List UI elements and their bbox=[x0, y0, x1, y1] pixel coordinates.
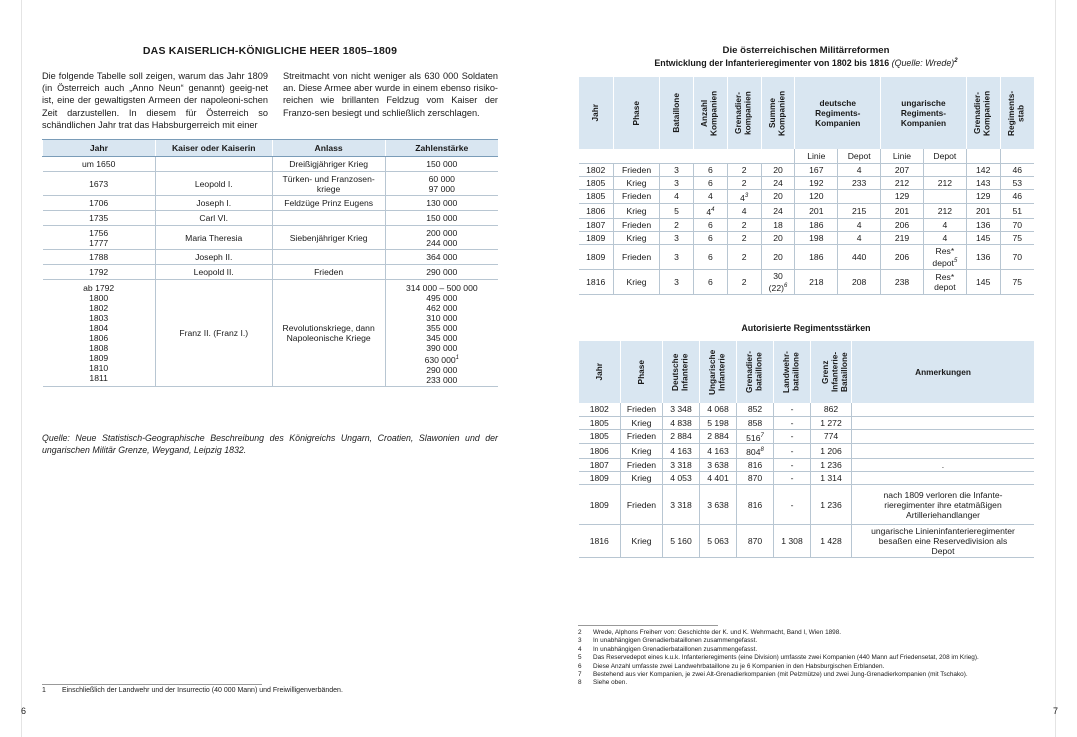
authorized-strengths-table bbox=[578, 341, 1034, 558]
cell-zahl: 290 000 bbox=[385, 265, 498, 280]
table-cell: Frieden bbox=[613, 245, 659, 270]
table-cell: 816 bbox=[737, 485, 774, 525]
table-cell: 3 bbox=[660, 176, 694, 189]
header-deutsche-infanterie: Deutsche Infanterie bbox=[663, 341, 700, 403]
table-cell: 2 bbox=[727, 176, 761, 189]
footnote-number: 8 bbox=[578, 679, 582, 687]
table-cell: 167 bbox=[795, 163, 838, 176]
table-cell: 5 160 bbox=[663, 525, 700, 558]
table-cell: 4 838 bbox=[663, 416, 700, 429]
table-cell: - bbox=[774, 416, 811, 429]
page-title: DAS KAISERLICH-KÖNIGLICHE HEER 1805–1809 bbox=[142, 45, 398, 57]
table-cell: - bbox=[774, 459, 811, 472]
table-cell bbox=[852, 429, 1035, 444]
footnote bbox=[42, 687, 343, 694]
cell-kaiser: Franz II. (Franz I.) bbox=[155, 280, 272, 387]
table-cell: 2 884 bbox=[663, 429, 700, 444]
table-cell: 1809 bbox=[579, 232, 614, 245]
cell-kaiser: Maria Theresia bbox=[155, 226, 272, 250]
cell-anlass bbox=[272, 250, 385, 265]
table-cell: 1809 bbox=[579, 485, 621, 525]
table-row bbox=[579, 232, 1035, 245]
header-deutsche: deutsche Regiments-Kompanien bbox=[795, 77, 881, 149]
table-row bbox=[579, 472, 1035, 485]
header-grenadier: Grenadier-Kompanien bbox=[966, 77, 1000, 149]
table-cell bbox=[838, 189, 881, 204]
table-cell: Krieg bbox=[613, 270, 659, 295]
table-cell: 1806 bbox=[579, 444, 621, 459]
table-cell: Frieden bbox=[613, 189, 659, 204]
table-cell: 2 884 bbox=[700, 429, 737, 444]
table-cell: 1807 bbox=[579, 459, 621, 472]
table-cell: 870 bbox=[737, 525, 774, 558]
reforms-subtitle bbox=[578, 58, 1034, 68]
reforms-title: Die österreichischen Militärreformen bbox=[722, 45, 890, 56]
table-cell: 2 bbox=[727, 245, 761, 270]
cell-anlass: Frieden bbox=[272, 265, 385, 280]
table-cell: 2 bbox=[727, 270, 761, 295]
infantry-regiments-table bbox=[578, 77, 1034, 295]
table-cell: 120 bbox=[795, 189, 838, 204]
cell-anlass: Türken- und Franzosen- kriege bbox=[272, 172, 385, 196]
cell-anlass bbox=[272, 211, 385, 226]
table-cell: 2 bbox=[727, 163, 761, 176]
table-cell: 238 bbox=[881, 270, 924, 295]
table-cell: 4 bbox=[660, 189, 694, 204]
table-cell: 206 bbox=[881, 219, 924, 232]
footnote-text: Einschließlich der Landwehr und der Insurrectio (40 000 Mann) und Freiwilligenverbänden. bbox=[61, 687, 343, 694]
table-cell: 1 206 bbox=[811, 444, 852, 459]
table-row bbox=[43, 196, 499, 211]
table-cell: 6 bbox=[693, 163, 727, 176]
header-summe-kompanien: Summe Kompanien bbox=[761, 77, 795, 149]
header-jahr: Jahr bbox=[579, 341, 621, 403]
footnote-rule bbox=[578, 625, 718, 626]
cell-kaiser: Joseph I. bbox=[155, 196, 272, 211]
table-cell: 206 bbox=[881, 245, 924, 270]
table-cell: 2 bbox=[727, 219, 761, 232]
table-cell: 143 bbox=[966, 176, 1000, 189]
header-jahr: Jahr bbox=[43, 140, 156, 157]
table-cell: 4 163 bbox=[700, 444, 737, 459]
table-row bbox=[579, 525, 1035, 558]
table-cell: 5 bbox=[660, 204, 694, 219]
cell-jahr: 1792 bbox=[43, 265, 156, 280]
footnote-number: 3 bbox=[578, 637, 582, 645]
table-cell: 186 bbox=[795, 245, 838, 270]
page-edge-line bbox=[1053, 0, 1059, 737]
table-header-row bbox=[43, 140, 499, 157]
cell-kaiser: Leopold II. bbox=[155, 265, 272, 280]
table-cell: 816 bbox=[737, 459, 774, 472]
footnote bbox=[578, 646, 1038, 654]
table-cell: 3 bbox=[660, 245, 694, 270]
table-cell: 129 bbox=[966, 189, 1000, 204]
footnote bbox=[578, 671, 1038, 679]
table-cell: . bbox=[852, 459, 1035, 472]
table-cell: 51 bbox=[1000, 204, 1034, 219]
cell-zahl: 364 000 bbox=[385, 250, 498, 265]
table-cell: 5 198 bbox=[700, 416, 737, 429]
table-cell: 136 bbox=[966, 219, 1000, 232]
header-anzahl-kompanien: Anzahl Kompanien bbox=[693, 77, 727, 149]
table-row bbox=[579, 429, 1035, 444]
table-cell: 3 318 bbox=[663, 459, 700, 472]
intro-text-col2: Streitmacht von nicht weniger als 630 000 Soldaten an. Diese Armee aber wurde in einem ebenso risiko-reichen wie brillanten Feldzug vom Kaiser der Franzo-sen besiegt und schließlich zerschlagen. bbox=[283, 71, 498, 118]
table-cell: 4 bbox=[923, 232, 966, 245]
table-cell: ungarische Linieninfanterieregimenter besaßen eine Reservedivision als Depot bbox=[852, 525, 1035, 558]
table-cell: 2 bbox=[727, 232, 761, 245]
table-cell: 2 bbox=[660, 219, 694, 232]
table-row bbox=[43, 226, 499, 250]
header-ungarische: ungarische Regiments-Kompanien bbox=[881, 77, 967, 149]
table-cell: 4 401 bbox=[700, 472, 737, 485]
header-anmerkungen: Anmerkungen bbox=[852, 341, 1035, 403]
subtitle-source: (Quelle: Wrede) bbox=[891, 58, 955, 68]
table-cell: 70 bbox=[1000, 219, 1034, 232]
footnote-number: 6 bbox=[578, 662, 582, 670]
army-strength-table bbox=[42, 139, 498, 387]
sub-deutsch-depot: Depot bbox=[838, 149, 881, 163]
footnote-rule bbox=[42, 684, 262, 685]
table-cell: 208 bbox=[838, 270, 881, 295]
footnote-text: In unabhängigen Grenadierbataillonen zusammengefasst. bbox=[593, 637, 758, 645]
table-cell: 20 bbox=[761, 163, 795, 176]
table-cell: 3 bbox=[660, 163, 694, 176]
table-cell: 24 bbox=[761, 176, 795, 189]
table-cell: Frieden bbox=[621, 403, 663, 416]
table-cell: 1 314 bbox=[811, 472, 852, 485]
header-kaiser: Kaiser oder Kaiserin bbox=[155, 140, 272, 157]
table-cell: $804^8$ bbox=[737, 444, 774, 459]
header-ungarische-infanterie: Ungarische Infanterie bbox=[700, 341, 737, 403]
table-cell: 218 bbox=[795, 270, 838, 295]
table-cell: $4^4$ bbox=[693, 204, 727, 219]
table-cell: 3 638 bbox=[700, 459, 737, 472]
intro-text-col1: Die folgende Tabelle soll zeigen, warum das Jahr 1809 (in Österreich auch „Anno Neun“ genannt) geeig-net ist, eine der gewaltigsten Armeen der napoleoni-schen Zeit darzustellen. In diesem für Österreich so schändlichen Jahr trat das Habsburgerreich mit einer bbox=[42, 71, 268, 130]
table-row bbox=[579, 270, 1035, 295]
table-cell: 145 bbox=[966, 270, 1000, 295]
table-cell: Krieg bbox=[621, 525, 663, 558]
table-cell: Frieden bbox=[621, 485, 663, 525]
table-cell: Frieden bbox=[613, 163, 659, 176]
table-cell: 1809 bbox=[579, 245, 614, 270]
table-cell: 53 bbox=[1000, 176, 1034, 189]
table-row bbox=[579, 189, 1035, 204]
table-cell: 207 bbox=[881, 163, 924, 176]
table-cell: 219 bbox=[881, 232, 924, 245]
table-row bbox=[579, 245, 1035, 270]
table-cell: Krieg bbox=[621, 416, 663, 429]
header-landwehrbataillone: Landwehr-bataillone bbox=[774, 341, 811, 403]
table-cell: 75 bbox=[1000, 270, 1034, 295]
cell-kaiser bbox=[155, 157, 272, 172]
footnote bbox=[578, 663, 1038, 671]
cell-jahr: 1706 bbox=[43, 196, 156, 211]
table-cell: 1805 bbox=[579, 429, 621, 444]
footnote-number: 4 bbox=[578, 645, 582, 653]
table-cell: 3 318 bbox=[663, 485, 700, 525]
table-cell: 24 bbox=[761, 204, 795, 219]
table-cell: 18 bbox=[761, 219, 795, 232]
table-cell: - bbox=[774, 444, 811, 459]
table-cell: 1805 bbox=[579, 189, 614, 204]
table-cell: 3 638 bbox=[700, 485, 737, 525]
footnote bbox=[578, 637, 1038, 645]
table-cell: 142 bbox=[966, 163, 1000, 176]
subtitle-note: 2 bbox=[954, 58, 958, 65]
table-cell: 212 bbox=[881, 176, 924, 189]
table-cell: 1802 bbox=[579, 403, 621, 416]
table-cell: Res* depot$^5$ bbox=[923, 245, 966, 270]
header-grenz-infanterie: Grenz Infanterie-Bataillone bbox=[811, 341, 852, 403]
table-cell: Krieg bbox=[621, 472, 663, 485]
table-cell: 4 bbox=[838, 163, 881, 176]
cell-anlass: Revolutionskriege, dann Napoleonische Kriege bbox=[272, 280, 385, 387]
cell-zahl: 150 000 bbox=[385, 157, 498, 172]
authorized-strengths-title: Autorisierte Regimentsstärken bbox=[741, 323, 871, 333]
table-cell: 852 bbox=[737, 403, 774, 416]
table-cell: 201 bbox=[795, 204, 838, 219]
table-cell bbox=[852, 472, 1035, 485]
table-cell: 129 bbox=[881, 189, 924, 204]
table-cell bbox=[923, 163, 966, 176]
cell-anlass: Siebenjähriger Krieg bbox=[272, 226, 385, 250]
header-phase: Phase bbox=[621, 341, 663, 403]
table-row bbox=[43, 250, 499, 265]
cell-jahr: 1788 bbox=[43, 250, 156, 265]
left-page bbox=[0, 0, 538, 737]
cell-zahl: 314 000 – 500 000 495 000 462 000 310 000 355 000 345 000 390 000 630 $000^1$ 290 000 233 000 bbox=[385, 280, 498, 387]
table-cell: 201 bbox=[881, 204, 924, 219]
table-cell: - bbox=[774, 429, 811, 444]
table-cell: Res* depot bbox=[923, 270, 966, 295]
table-row bbox=[43, 280, 499, 387]
table-cell: Frieden bbox=[621, 429, 663, 444]
footnote-number: 5 bbox=[578, 654, 582, 662]
table-cell: 440 bbox=[838, 245, 881, 270]
cell-zahl: 200 000 244 000 bbox=[385, 226, 498, 250]
table-cell: 774 bbox=[811, 429, 852, 444]
table-row bbox=[579, 485, 1035, 525]
table-cell: $516^7$ bbox=[737, 429, 774, 444]
table-cell: 858 bbox=[737, 416, 774, 429]
table-cell: 1809 bbox=[579, 472, 621, 485]
table-row bbox=[579, 459, 1035, 472]
table-cell: Krieg bbox=[621, 444, 663, 459]
table-cell: 20 bbox=[761, 232, 795, 245]
table-row bbox=[579, 416, 1035, 429]
footnote-text: Das Reservedepot eines k.u.k. Infanterieregiments (eine Division) umfasste zwei Kompanien (440 Mann auf Friedensetat, 208 im Krieg). bbox=[593, 654, 979, 662]
table-cell: 20 bbox=[761, 245, 795, 270]
table-cell: 6 bbox=[693, 176, 727, 189]
table-cell: 201 bbox=[966, 204, 1000, 219]
table-cell: 4 053 bbox=[663, 472, 700, 485]
table-cell: 215 bbox=[838, 204, 881, 219]
table-cell: 6 bbox=[693, 219, 727, 232]
cell-anlass: Dreißigjähriger Krieg bbox=[272, 157, 385, 172]
page-number-right: 7 bbox=[1053, 706, 1059, 716]
table-cell: 1 236 bbox=[811, 459, 852, 472]
sub-ungar-depot: Depot bbox=[923, 149, 966, 163]
table-cell: 186 bbox=[795, 219, 838, 232]
cell-jahr: 1756 1777 bbox=[43, 226, 156, 250]
source-note: Quelle: Neue Statistisch-Geographische Beschreibung des Königreichs Ungarn, Croatien, Slawonien und der ungarischen Militär Grenze, Weygand, Leipzig 1832. bbox=[42, 433, 498, 455]
footnote bbox=[578, 679, 1038, 687]
table-cell: Frieden bbox=[621, 459, 663, 472]
table-cell: 1 272 bbox=[811, 416, 852, 429]
table-cell: 6 bbox=[693, 245, 727, 270]
table-cell: 192 bbox=[795, 176, 838, 189]
table-cell bbox=[852, 444, 1035, 459]
table-cell: 198 bbox=[795, 232, 838, 245]
table-row bbox=[43, 172, 499, 196]
table-cell: 1802 bbox=[579, 163, 614, 176]
table-row bbox=[579, 403, 1035, 416]
cell-zahl: 130 000 bbox=[385, 196, 498, 211]
footnote-text: Diese Anzahl umfasste zwei Landwehrbataillone zu je 6 Kompanien in den Habsburgischen Erblanden. bbox=[593, 662, 885, 670]
cell-jahr: 1673 bbox=[43, 172, 156, 196]
table-cell: 1806 bbox=[579, 204, 614, 219]
table-cell: 6 bbox=[693, 232, 727, 245]
table-cell: 1 428 bbox=[811, 525, 852, 558]
table-cell: Krieg bbox=[613, 176, 659, 189]
sub-ungar-linie: Linie bbox=[881, 149, 924, 163]
table-cell: 75 bbox=[1000, 232, 1034, 245]
footnote-number: 7 bbox=[578, 671, 582, 679]
table-cell: 862 bbox=[811, 403, 852, 416]
table-header-row bbox=[579, 341, 1035, 403]
table-cell: - bbox=[774, 472, 811, 485]
table-cell bbox=[852, 403, 1035, 416]
table-cell: 70 bbox=[1000, 245, 1034, 270]
table-cell: 1 308 bbox=[774, 525, 811, 558]
header-zahlenstaerke: Zahlenstärke bbox=[385, 140, 498, 157]
header-anlass: Anlass bbox=[272, 140, 385, 157]
table-cell: 4 bbox=[727, 204, 761, 219]
table-cell: 4 068 bbox=[700, 403, 737, 416]
table-cell: 1807 bbox=[579, 219, 614, 232]
table-cell: 233 bbox=[838, 176, 881, 189]
footnote bbox=[578, 629, 1038, 637]
table-cell: 3 348 bbox=[663, 403, 700, 416]
table-cell: 46 bbox=[1000, 189, 1034, 204]
table-cell: 4 bbox=[838, 232, 881, 245]
page-number: 6 bbox=[21, 706, 27, 716]
table-row bbox=[43, 157, 499, 172]
footnote-text: Siehe oben. bbox=[593, 679, 628, 687]
cell-jahr: ab 1792 1800 1802 1803 1804 1806 1808 1809 1810 1811 bbox=[43, 280, 156, 387]
table-cell: 870 bbox=[737, 472, 774, 485]
cell-jahr: um 1650 bbox=[43, 157, 156, 172]
table-cell: 1816 bbox=[579, 525, 621, 558]
table-row bbox=[579, 176, 1035, 189]
table-cell: 1805 bbox=[579, 416, 621, 429]
footnote bbox=[578, 654, 1038, 662]
table-cell: Krieg bbox=[613, 204, 659, 219]
table-cell: - bbox=[774, 485, 811, 525]
table-row bbox=[579, 204, 1035, 219]
table-cell: 1816 bbox=[579, 270, 614, 295]
table-row bbox=[579, 163, 1035, 176]
table-cell: 3 bbox=[660, 232, 694, 245]
table-cell: 145 bbox=[966, 232, 1000, 245]
cell-kaiser: Carl VI. bbox=[155, 211, 272, 226]
table-cell: 212 bbox=[923, 204, 966, 219]
header-regimentsstab: Regiments-stab bbox=[1000, 77, 1034, 149]
table-cell: 4 bbox=[838, 219, 881, 232]
table-cell: nach 1809 verloren die Infante-rieregimenter ihre etatmäßigen Artilleriehandlanger bbox=[852, 485, 1035, 525]
footnote-ref: 1 bbox=[455, 355, 459, 361]
footnote-number: 2 bbox=[578, 629, 582, 636]
table-cell: 1 236 bbox=[811, 485, 852, 525]
footnote-text: Wrede, Alphons Freiherr von: Geschichte der K. und K. Wehrmacht, Band I, Wien 1898. bbox=[593, 629, 842, 636]
table-cell: 4 bbox=[923, 219, 966, 232]
cell-zahl: 150 000 bbox=[385, 211, 498, 226]
cell-jahr: 1735 bbox=[43, 211, 156, 226]
table-cell: 46 bbox=[1000, 163, 1034, 176]
cell-anlass: Feldzüge Prinz Eugens bbox=[272, 196, 385, 211]
sub-deutsch-linie: Linie bbox=[795, 149, 838, 163]
table-cell: 212 bbox=[923, 176, 966, 189]
cell-kaiser: Leopold I. bbox=[155, 172, 272, 196]
table-cell: 5 063 bbox=[700, 525, 737, 558]
table-row bbox=[43, 265, 499, 280]
table-cell bbox=[923, 189, 966, 204]
table-row bbox=[579, 219, 1035, 232]
header-bataillone: Bataillone bbox=[660, 77, 694, 149]
table-subheader-row bbox=[579, 149, 1035, 163]
table-cell: 136 bbox=[966, 245, 1000, 270]
table-row bbox=[579, 444, 1035, 459]
table-cell: 1805 bbox=[579, 176, 614, 189]
table-cell: 4 163 bbox=[663, 444, 700, 459]
subtitle-text: Entwicklung der Infanterieregimenter von 1802 bis 1816 bbox=[654, 58, 890, 68]
table-cell: $4^3$ bbox=[727, 189, 761, 204]
table-cell: Frieden bbox=[613, 219, 659, 232]
table-cell: 20 bbox=[761, 189, 795, 204]
table-header-row bbox=[579, 77, 1035, 149]
cell-kaiser: Joseph II. bbox=[155, 250, 272, 265]
footnotes bbox=[578, 629, 1038, 688]
page-edge-line bbox=[21, 0, 22, 737]
footnote-number: 1 bbox=[42, 687, 46, 694]
header-jahr: Jahr bbox=[579, 77, 614, 149]
footnote-text: In unabhängigen Grenadierbataillonen zusammengefasst. bbox=[593, 645, 758, 653]
footnote-text: Bestehend aus vier Kompanien, je zwei Alt-Grenadierkompanien (mit Pelzmütze) und zwei Jung-Grenadierkompanien (mit Tschako). bbox=[593, 671, 968, 679]
table-cell: 6 bbox=[693, 270, 727, 295]
cell-zahl: 60 000 97 000 bbox=[385, 172, 498, 196]
header-grenadierbataillone: Grenadier-bataillone bbox=[737, 341, 774, 403]
table-cell bbox=[852, 416, 1035, 429]
table-cell: - bbox=[774, 403, 811, 416]
table-cell: 30 $(22)^6$ bbox=[761, 270, 795, 295]
table-row bbox=[43, 211, 499, 226]
header-phase: Phase bbox=[613, 77, 659, 149]
header-grenadier-kompanien: Grenadier-kompanien bbox=[727, 77, 761, 149]
table-cell: 3 bbox=[660, 270, 694, 295]
table-cell: Krieg bbox=[613, 232, 659, 245]
table-cell: 4 bbox=[693, 189, 727, 204]
